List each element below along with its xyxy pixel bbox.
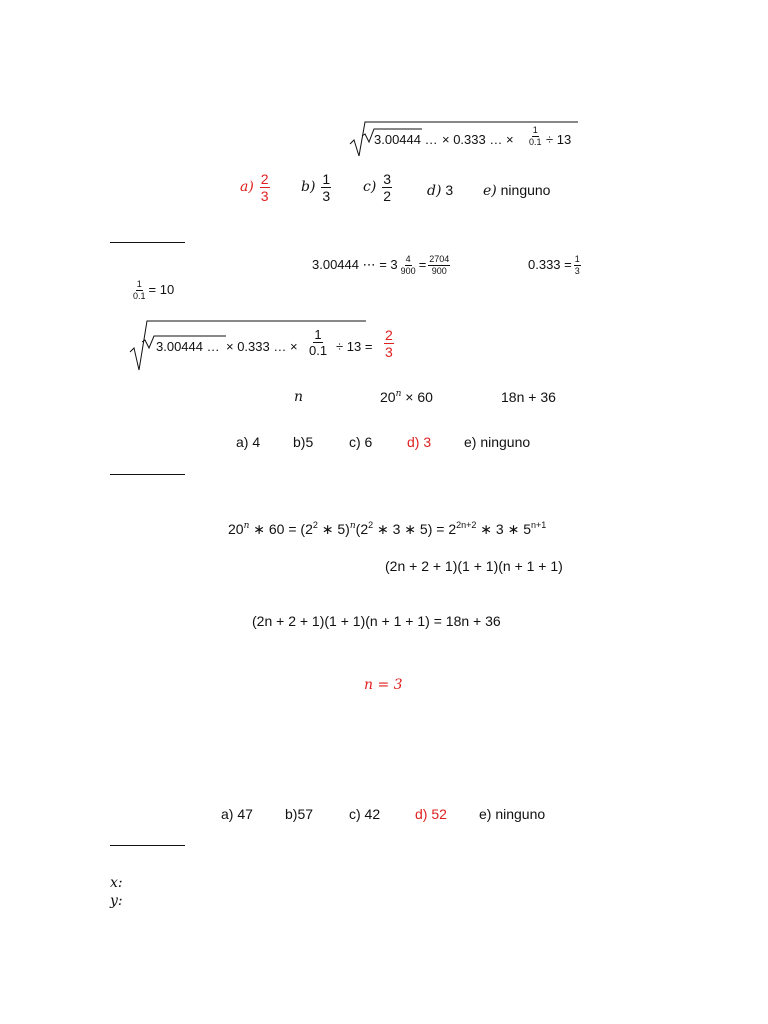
label-y: y:	[110, 893, 123, 909]
option-b: b) $\frac{1}{3}$	[301, 171, 331, 204]
fraction-solution: $\frac{1}{0.1}$	[309, 327, 328, 358]
option-b: b)57	[285, 806, 314, 822]
expression-power: $20^n \times 60$	[380, 389, 433, 405]
option-c: c) $\frac{3}{2}$	[363, 171, 391, 204]
divider-2	[110, 474, 185, 475]
repeating-third: 0.333 = $\frac{1}{3}$	[528, 254, 580, 276]
option-a: a) $\frac{2}{3}$	[240, 171, 269, 204]
option-a: a) 47	[221, 806, 253, 822]
divider-1	[110, 242, 185, 243]
decimal-conversion: 3.00444 ⋯ = 3 $\frac{4}{900}$ = $\frac{2704}{900}$	[312, 254, 450, 276]
option-d: d) 3	[427, 182, 454, 199]
variable-n: n	[294, 389, 304, 405]
divide-text: ÷ 13	[546, 132, 572, 147]
times-text: × 0.333 … ×	[442, 132, 514, 147]
radicand-value: 3.00444 …	[374, 132, 438, 147]
option-a: a) 4	[236, 434, 261, 450]
divider-3	[110, 845, 185, 846]
radical-solution	[130, 318, 410, 372]
option-e: e) ninguno	[483, 182, 551, 199]
expression-linear: 18n + 36	[501, 389, 556, 405]
answer-n: n = 3	[364, 677, 403, 693]
label-x: x:	[110, 875, 123, 891]
fraction-one-over-tenth: $\frac{1}{0.1}$	[529, 125, 542, 147]
factorization-line: 20$^n$ ∗ $60 = (2^2$ ∗ $5)^n(2^2$ ∗ 3 ∗ $5) = 2^{2n+2}$ ∗ 3 ∗ $5^{n+1}$	[228, 520, 547, 537]
tenth-reciprocal: $\frac{1}{0.1}$ = 10	[133, 279, 175, 301]
divisor-equation: (2n + 2 + 1)(1 + 1)(n + 1 + 1) = 18n + 36	[252, 613, 501, 629]
radical-expression	[350, 120, 580, 160]
option-c: c) 42	[349, 806, 381, 822]
option-b: b)5	[293, 434, 314, 450]
divisor-count-formula: (2n + 2 + 1)(1 + 1)(n + 1 + 1)	[385, 558, 563, 574]
option-e: e) ninguno	[479, 806, 546, 822]
option-e: e) ninguno	[464, 434, 531, 450]
result-fraction: $\frac{2}{3}$	[385, 327, 393, 360]
times-solution: × 0.333 … ×	[226, 339, 298, 354]
radicand-solution: 3.00444 …	[156, 339, 220, 354]
divide-equals: ÷ 13 =	[336, 339, 373, 354]
option-c: c) 6	[349, 434, 373, 450]
option-d: d) 52	[415, 806, 447, 822]
option-d: d) 3	[407, 434, 432, 450]
